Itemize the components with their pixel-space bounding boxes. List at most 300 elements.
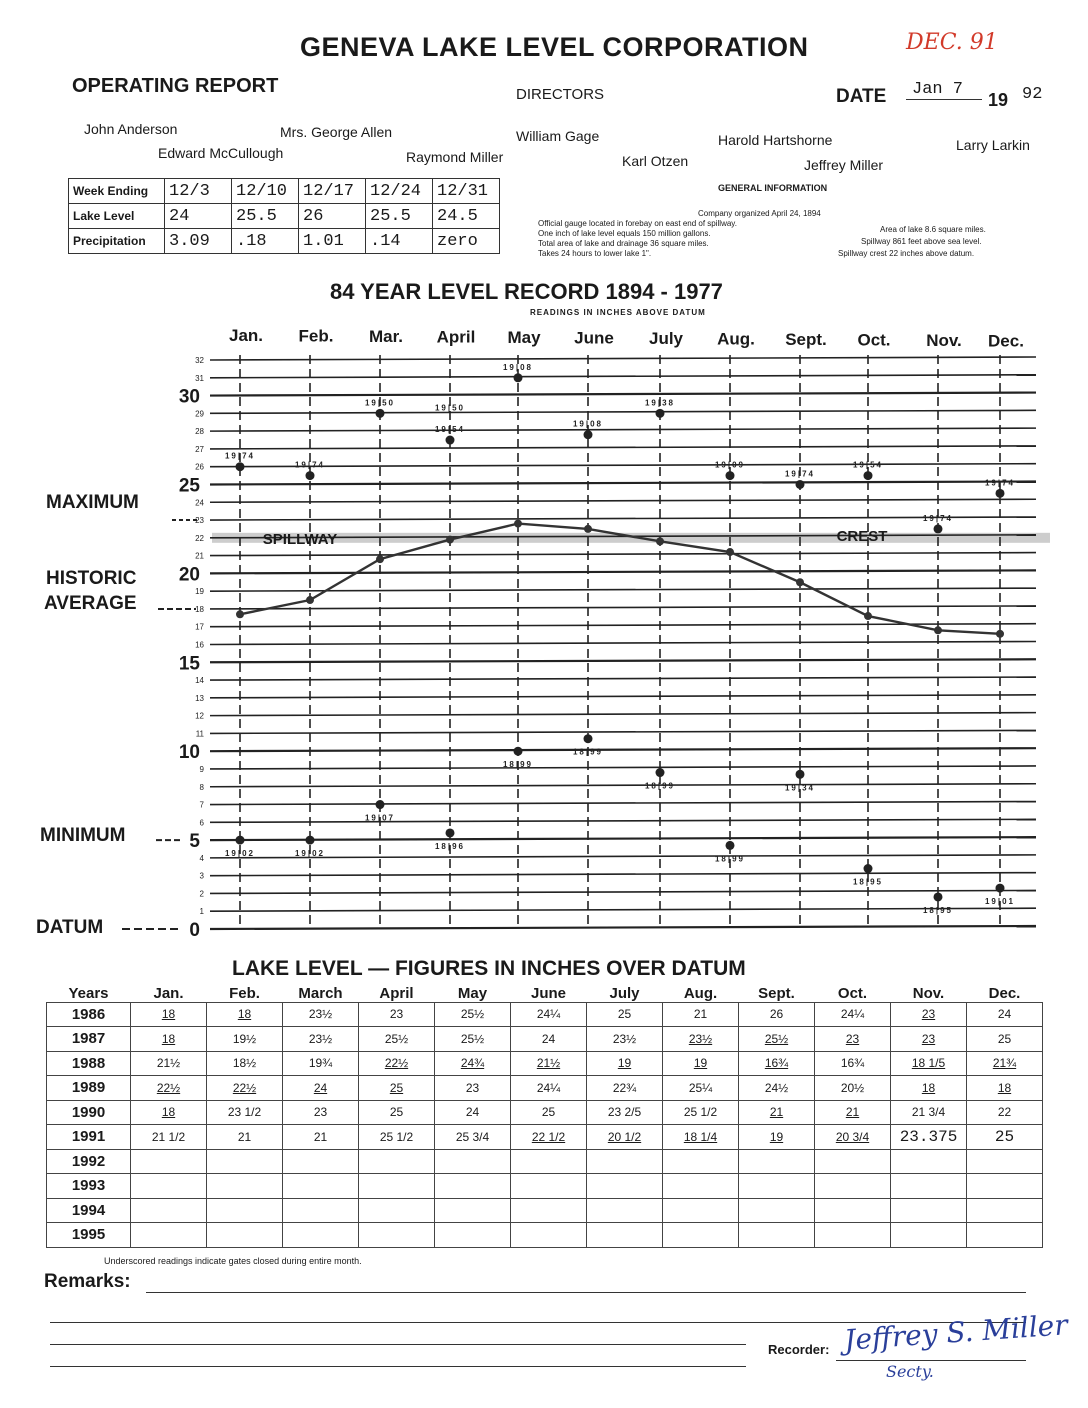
level-value: 23 — [921, 1007, 936, 1022]
level-cell[interactable] — [435, 1198, 511, 1223]
grid-line — [210, 890, 1036, 893]
level-cell[interactable] — [587, 1125, 663, 1150]
level-cell[interactable] — [739, 1076, 815, 1101]
level-value: 19 — [693, 1056, 708, 1071]
level-cell[interactable] — [435, 1027, 511, 1052]
level-cell[interactable] — [283, 1223, 359, 1248]
maximum-label: MAXIMUM — [46, 492, 139, 513]
minor-tick-label: 24 — [195, 498, 204, 508]
level-cell[interactable] — [511, 1027, 587, 1052]
grid-line — [210, 819, 1036, 822]
level-cell[interactable] — [587, 1198, 663, 1223]
level-value: 23 — [389, 1007, 404, 1022]
average-point — [656, 537, 664, 545]
level-value: 20½ — [840, 1080, 865, 1095]
level-cell[interactable] — [967, 1125, 1043, 1150]
level-value: 18 — [161, 1007, 176, 1022]
level-cell[interactable] — [967, 1100, 1043, 1125]
level-cell[interactable] — [359, 1174, 435, 1199]
level-cell[interactable] — [283, 1002, 359, 1027]
major-tick-label: 20 — [178, 564, 200, 586]
level-value: 18 — [161, 1031, 176, 1046]
level-value: 25½ — [764, 1031, 789, 1046]
minor-tick-label: 1 — [199, 907, 204, 917]
column-header: July — [609, 984, 640, 1002]
level-cell[interactable] — [435, 1149, 511, 1174]
major-tick-label: 25 — [178, 475, 200, 497]
level-value: 24¾ — [460, 1056, 485, 1071]
level-value: 21½ — [156, 1056, 181, 1071]
date-field-month-day[interactable]: Jan 7 — [906, 80, 982, 100]
grid-line — [210, 748, 1036, 751]
average-point — [376, 555, 384, 563]
date-field-year[interactable]: 92 — [1022, 85, 1043, 104]
minor-tick-label: 14 — [195, 676, 204, 686]
level-cell[interactable] — [359, 1027, 435, 1052]
level-cell[interactable] — [587, 1002, 663, 1027]
year-cell: 1991 — [47, 1125, 131, 1150]
level-cell[interactable] — [967, 1223, 1043, 1248]
level-cell[interactable] — [435, 1174, 511, 1199]
year-label: 19|74 — [984, 478, 1016, 488]
month-label: Sept. — [785, 330, 827, 349]
grid-line — [210, 481, 1036, 484]
level-cell[interactable] — [663, 1223, 739, 1248]
level-cell[interactable] — [131, 1002, 207, 1027]
level-value: 23.375 — [899, 1127, 958, 1146]
week-ending-cell[interactable]: 12/31 — [433, 179, 500, 204]
level-cell[interactable] — [967, 1174, 1043, 1199]
average-label: AVERAGE — [44, 593, 137, 614]
level-value: 16¾ — [764, 1056, 789, 1071]
minor-tick-label: 2 — [199, 889, 204, 899]
level-cell[interactable] — [283, 1174, 359, 1199]
precipitation-cell[interactable]: 3.09 — [165, 229, 232, 254]
grid-line — [210, 926, 1036, 929]
level-value: 23 — [465, 1080, 480, 1095]
grid-line — [210, 908, 1036, 911]
precipitation-cell[interactable]: zero — [433, 229, 500, 254]
level-cell[interactable] — [435, 1223, 511, 1248]
row-label: Week Ending — [69, 179, 165, 204]
maximum-point — [306, 471, 315, 480]
week-ending-cell[interactable]: 12/24 — [366, 179, 433, 204]
level-value: 25 3/4 — [455, 1129, 490, 1144]
level-cell[interactable] — [815, 1125, 891, 1150]
level-cell[interactable] — [815, 1100, 891, 1125]
level-cell[interactable] — [739, 1223, 815, 1248]
row-label: Precipitation — [69, 229, 165, 254]
average-point — [236, 610, 244, 618]
grid-line — [210, 499, 1036, 502]
month-label: Mar. — [368, 327, 404, 346]
level-cell[interactable] — [967, 1027, 1043, 1052]
grid-line — [210, 588, 1036, 591]
precipitation-cell[interactable]: .18 — [232, 229, 299, 254]
maximum-point — [376, 409, 385, 418]
level-cell[interactable] — [815, 1198, 891, 1223]
year-cell: 1989 — [47, 1076, 131, 1101]
level-cell[interactable] — [967, 1149, 1043, 1174]
level-cell[interactable] — [359, 1125, 435, 1150]
major-tick-label: 30 — [178, 386, 200, 408]
level-cell[interactable] — [283, 1125, 359, 1150]
grid-line — [210, 713, 1036, 716]
level-cell[interactable] — [663, 1100, 739, 1125]
level-cell[interactable] — [359, 1198, 435, 1223]
level-cell[interactable] — [587, 1100, 663, 1125]
level-cell[interactable] — [207, 1100, 283, 1125]
level-cell[interactable] — [815, 1051, 891, 1076]
director-name: John Anderson — [84, 121, 178, 137]
level-value: 25¼ — [688, 1080, 713, 1095]
grid-line — [210, 428, 1036, 431]
level-cell[interactable] — [283, 1149, 359, 1174]
level-cell[interactable] — [131, 1149, 207, 1174]
level-value: 18½ — [232, 1056, 257, 1071]
level-cell[interactable] — [207, 1174, 283, 1199]
level-cell[interactable] — [587, 1027, 663, 1052]
level-cell[interactable] — [511, 1223, 587, 1248]
table-row — [47, 1174, 1043, 1199]
recorder-signature: Jeffrey S. Miller — [843, 1308, 1069, 1357]
column-header: March — [298, 984, 343, 1002]
level-value: 22½ — [384, 1056, 409, 1071]
grid-line — [210, 375, 1036, 378]
level-value: 25 1/2 — [379, 1129, 414, 1144]
level-cell[interactable] — [131, 1100, 207, 1125]
minimum-point — [726, 841, 735, 850]
level-cell[interactable] — [967, 1198, 1043, 1223]
year-label: 18|95 — [852, 877, 884, 887]
level-cell[interactable] — [967, 1076, 1043, 1101]
level-value: 18 — [237, 1007, 252, 1022]
level-value: 19 — [617, 1056, 632, 1071]
level-cell[interactable] — [663, 1198, 739, 1223]
month-label: July — [648, 329, 684, 348]
level-cell[interactable] — [359, 1100, 435, 1125]
grid-line — [210, 410, 1036, 413]
year-label: 19|54 — [852, 460, 884, 470]
level-cell[interactable] — [663, 1076, 739, 1101]
year-label: 19|74 — [224, 451, 256, 461]
document-title: GENEVA LAKE LEVEL CORPORATION — [300, 32, 809, 62]
level-value: 25 1/2 — [683, 1105, 718, 1120]
level-cell[interactable] — [587, 1076, 663, 1101]
level-value: 21 — [769, 1105, 784, 1120]
table-row — [47, 1076, 1043, 1101]
level-cell[interactable] — [891, 1027, 967, 1052]
column-header: Years — [68, 984, 109, 1002]
level-cell[interactable] — [131, 1027, 207, 1052]
level-cell[interactable] — [207, 1076, 283, 1101]
level-cell[interactable] — [891, 1174, 967, 1199]
level-value: 25½ — [460, 1031, 485, 1046]
column-header: April — [379, 984, 414, 1002]
minimum-point — [996, 884, 1005, 893]
average-point — [864, 612, 872, 620]
level-cell[interactable] — [587, 1051, 663, 1076]
minor-tick-label: 27 — [195, 444, 204, 454]
level-cell[interactable] — [663, 1125, 739, 1150]
lake-level-cell[interactable]: 25.5 — [366, 204, 433, 229]
year-label: 19|50 — [434, 403, 466, 413]
maximum-point — [934, 524, 943, 533]
week-ending-cell[interactable]: 12/3 — [165, 179, 232, 204]
level-cell[interactable] — [663, 1027, 739, 1052]
level-cell[interactable] — [207, 1198, 283, 1223]
grid-line — [210, 446, 1036, 449]
level-cell[interactable] — [435, 1100, 511, 1125]
major-tick-label: 5 — [189, 831, 200, 853]
level-value: 23 — [921, 1031, 936, 1046]
level-cell[interactable] — [815, 1002, 891, 1027]
level-cell[interactable] — [587, 1149, 663, 1174]
minor-tick-label: 31 — [195, 373, 204, 383]
level-cell[interactable] — [435, 1076, 511, 1101]
grid-line — [210, 393, 1036, 396]
level-cell[interactable] — [283, 1076, 359, 1101]
level-value: 21 — [693, 1007, 708, 1022]
year-label: 19|08 — [572, 419, 604, 429]
minimum-point — [656, 768, 665, 777]
report-label: OPERATING REPORT — [72, 75, 279, 97]
grid-line — [210, 659, 1036, 662]
lake-level-cell[interactable]: 26 — [299, 204, 366, 229]
level-cell[interactable] — [967, 1051, 1043, 1076]
level-cell[interactable] — [359, 1149, 435, 1174]
grid-line — [210, 855, 1036, 858]
level-cell[interactable] — [511, 1198, 587, 1223]
level-cell[interactable] — [207, 1149, 283, 1174]
year-cell: 1990 — [47, 1100, 131, 1125]
grid-line — [210, 553, 1036, 556]
level-cell[interactable] — [891, 1076, 967, 1101]
level-cell[interactable] — [739, 1027, 815, 1052]
grid-line — [210, 677, 1036, 680]
level-cell[interactable] — [207, 1002, 283, 1027]
column-header: Feb. — [229, 984, 260, 1002]
level-value: 22¾ — [612, 1080, 637, 1095]
level-cell[interactable] — [663, 1002, 739, 1027]
level-cell[interactable] — [207, 1223, 283, 1248]
level-cell[interactable] — [739, 1125, 815, 1150]
level-value: 25 — [541, 1105, 556, 1120]
year-cell: 1995 — [47, 1223, 131, 1248]
minimum-point — [864, 864, 873, 873]
level-cell[interactable] — [207, 1051, 283, 1076]
level-cell[interactable] — [511, 1174, 587, 1199]
level-value: 25 — [617, 1007, 632, 1022]
precipitation-cell[interactable]: .14 — [366, 229, 433, 254]
minimum-point — [306, 836, 315, 845]
year-cell: 1987 — [47, 1027, 131, 1052]
level-cell[interactable] — [207, 1027, 283, 1052]
level-cell[interactable] — [739, 1051, 815, 1076]
lake-table-title: LAKE LEVEL — FIGURES IN INCHES OVER DATUM — [232, 957, 746, 980]
level-cell[interactable] — [663, 1051, 739, 1076]
column-header: Jan. — [153, 984, 184, 1002]
level-value: 24 — [997, 1007, 1012, 1022]
month-label: Dec. — [988, 331, 1024, 351]
level-value: 24¼ — [840, 1007, 865, 1022]
lake-level-cell[interactable]: 25.5 — [232, 204, 299, 229]
minor-tick-label: 29 — [195, 409, 204, 419]
level-cell[interactable] — [815, 1076, 891, 1101]
level-cell[interactable] — [739, 1198, 815, 1223]
historic-label: HISTORIC — [46, 568, 137, 589]
minor-tick-label: 19 — [195, 587, 204, 597]
general-info-line: Total area of lake and drainage 36 square miles. — [538, 239, 709, 248]
column-header: Sept. — [758, 984, 795, 1002]
level-cell[interactable] — [283, 1100, 359, 1125]
level-cell[interactable] — [511, 1076, 587, 1101]
year-label: 19|74 — [922, 513, 954, 523]
level-cell[interactable] — [283, 1027, 359, 1052]
level-cell[interactable] — [435, 1051, 511, 1076]
level-cell[interactable] — [131, 1125, 207, 1150]
week-ending-cell[interactable]: 12/17 — [299, 179, 366, 204]
week-ending-cell[interactable]: 12/10 — [232, 179, 299, 204]
remarks-line[interactable] — [146, 1292, 1026, 1293]
level-cell[interactable] — [359, 1002, 435, 1027]
level-value: 19½ — [232, 1031, 257, 1046]
level-cell[interactable] — [967, 1002, 1043, 1027]
director-name: Karl Otzen — [622, 153, 689, 169]
level-cell[interactable] — [587, 1174, 663, 1199]
table-row — [47, 1149, 1043, 1174]
table-row — [47, 1002, 1043, 1027]
year-label: 18|99 — [644, 781, 676, 791]
level-cell[interactable] — [511, 1002, 587, 1027]
minor-tick-label: 4 — [199, 853, 204, 863]
date-century: 19 — [988, 90, 1009, 110]
table-row — [47, 1051, 1043, 1076]
year-label: 19|74 — [294, 460, 326, 470]
level-value: 24¼ — [536, 1080, 561, 1095]
level-value: 25 — [389, 1080, 404, 1095]
minor-tick-label: 28 — [195, 427, 204, 437]
level-cell[interactable] — [207, 1125, 283, 1150]
year-cell: 1993 — [47, 1174, 131, 1199]
level-cell[interactable] — [815, 1223, 891, 1248]
lake-level-table — [46, 978, 1043, 1248]
remarks-line[interactable] — [50, 1366, 746, 1367]
level-cell[interactable] — [511, 1149, 587, 1174]
level-cell[interactable] — [131, 1198, 207, 1223]
year-label: 19|74 — [784, 469, 816, 479]
level-cell[interactable] — [435, 1125, 511, 1150]
crest-label: CREST — [836, 527, 888, 545]
precipitation-cell[interactable]: 1.01 — [299, 229, 366, 254]
date-label: DATE — [836, 86, 887, 107]
level-cell[interactable] — [663, 1149, 739, 1174]
level-cell[interactable] — [815, 1149, 891, 1174]
level-cell[interactable] — [511, 1051, 587, 1076]
level-cell[interactable] — [435, 1002, 511, 1027]
level-value: 23 1/2 — [227, 1105, 262, 1120]
average-point — [514, 520, 522, 528]
level-value: 21 — [845, 1105, 860, 1120]
year-label: 19|34 — [784, 783, 816, 793]
year-cell: 1988 — [47, 1051, 131, 1076]
general-info-line: Takes 24 hours to lower lake 1". — [538, 249, 652, 258]
level-cell[interactable] — [739, 1149, 815, 1174]
level-cell[interactable] — [815, 1027, 891, 1052]
minor-tick-label: 21 — [195, 551, 204, 561]
level-cell[interactable] — [283, 1198, 359, 1223]
level-cell[interactable] — [587, 1223, 663, 1248]
month-label: Feb. — [298, 326, 334, 346]
maximum-point — [656, 409, 665, 418]
general-info-line: Spillway 861 feet above sea level. — [861, 237, 982, 246]
director-name: William Gage — [516, 128, 600, 144]
year-label: 19|08 — [502, 362, 534, 372]
level-cell[interactable] — [891, 1051, 967, 1076]
level-cell[interactable] — [511, 1100, 587, 1125]
minor-tick-label: 23 — [195, 516, 204, 526]
average-point — [796, 578, 804, 586]
level-cell[interactable] — [739, 1100, 815, 1125]
level-cell[interactable] — [283, 1051, 359, 1076]
minor-tick-label: 26 — [195, 462, 204, 472]
lake-level-cell[interactable]: 24.5 — [433, 204, 500, 229]
level-cell[interactable] — [131, 1051, 207, 1076]
minor-tick-label: 16 — [195, 640, 204, 650]
level-cell[interactable] — [739, 1002, 815, 1027]
column-header: Dec. — [988, 984, 1021, 1002]
level-cell[interactable] — [815, 1174, 891, 1199]
level-cell[interactable] — [891, 1223, 967, 1248]
year-label: 19|09 — [714, 460, 746, 470]
grid-line — [210, 357, 1036, 360]
remarks-line[interactable] — [50, 1344, 746, 1345]
level-cell[interactable] — [131, 1174, 207, 1199]
general-info-line: One inch of lake level equals 150 million gallons. — [538, 229, 711, 238]
level-cell[interactable] — [359, 1051, 435, 1076]
level-cell[interactable] — [891, 1149, 967, 1174]
level-cell[interactable] — [663, 1174, 739, 1199]
maximum-point — [584, 430, 593, 439]
level-cell[interactable] — [891, 1198, 967, 1223]
level-value: 18 — [997, 1080, 1012, 1095]
level-cell[interactable] — [891, 1002, 967, 1027]
year-cell: 1994 — [47, 1198, 131, 1223]
major-tick-label: 10 — [178, 742, 200, 764]
average-point — [934, 626, 942, 634]
month-label: Aug. — [717, 329, 755, 349]
level-value: 21 1/2 — [151, 1129, 186, 1144]
level-cell[interactable] — [359, 1076, 435, 1101]
grid-line — [210, 837, 1036, 840]
level-cell[interactable] — [131, 1223, 207, 1248]
level-cell[interactable] — [359, 1223, 435, 1248]
chart-subtitle: READINGS IN INCHES ABOVE DATUM — [530, 308, 706, 317]
level-value: 21 — [237, 1129, 252, 1144]
level-value: 24 — [541, 1031, 556, 1046]
level-cell[interactable] — [739, 1174, 815, 1199]
level-cell[interactable] — [891, 1100, 967, 1125]
level-value: 16¾ — [840, 1056, 865, 1071]
level-cell[interactable] — [511, 1125, 587, 1150]
level-value: 18 1/4 — [683, 1129, 718, 1144]
level-cell[interactable] — [891, 1125, 967, 1150]
level-value: 21 3/4 — [911, 1105, 946, 1120]
level-cell[interactable] — [131, 1076, 207, 1101]
lake-level-cell[interactable]: 24 — [165, 204, 232, 229]
year-cell: 1986 — [47, 1002, 131, 1027]
grid-line — [210, 766, 1036, 769]
